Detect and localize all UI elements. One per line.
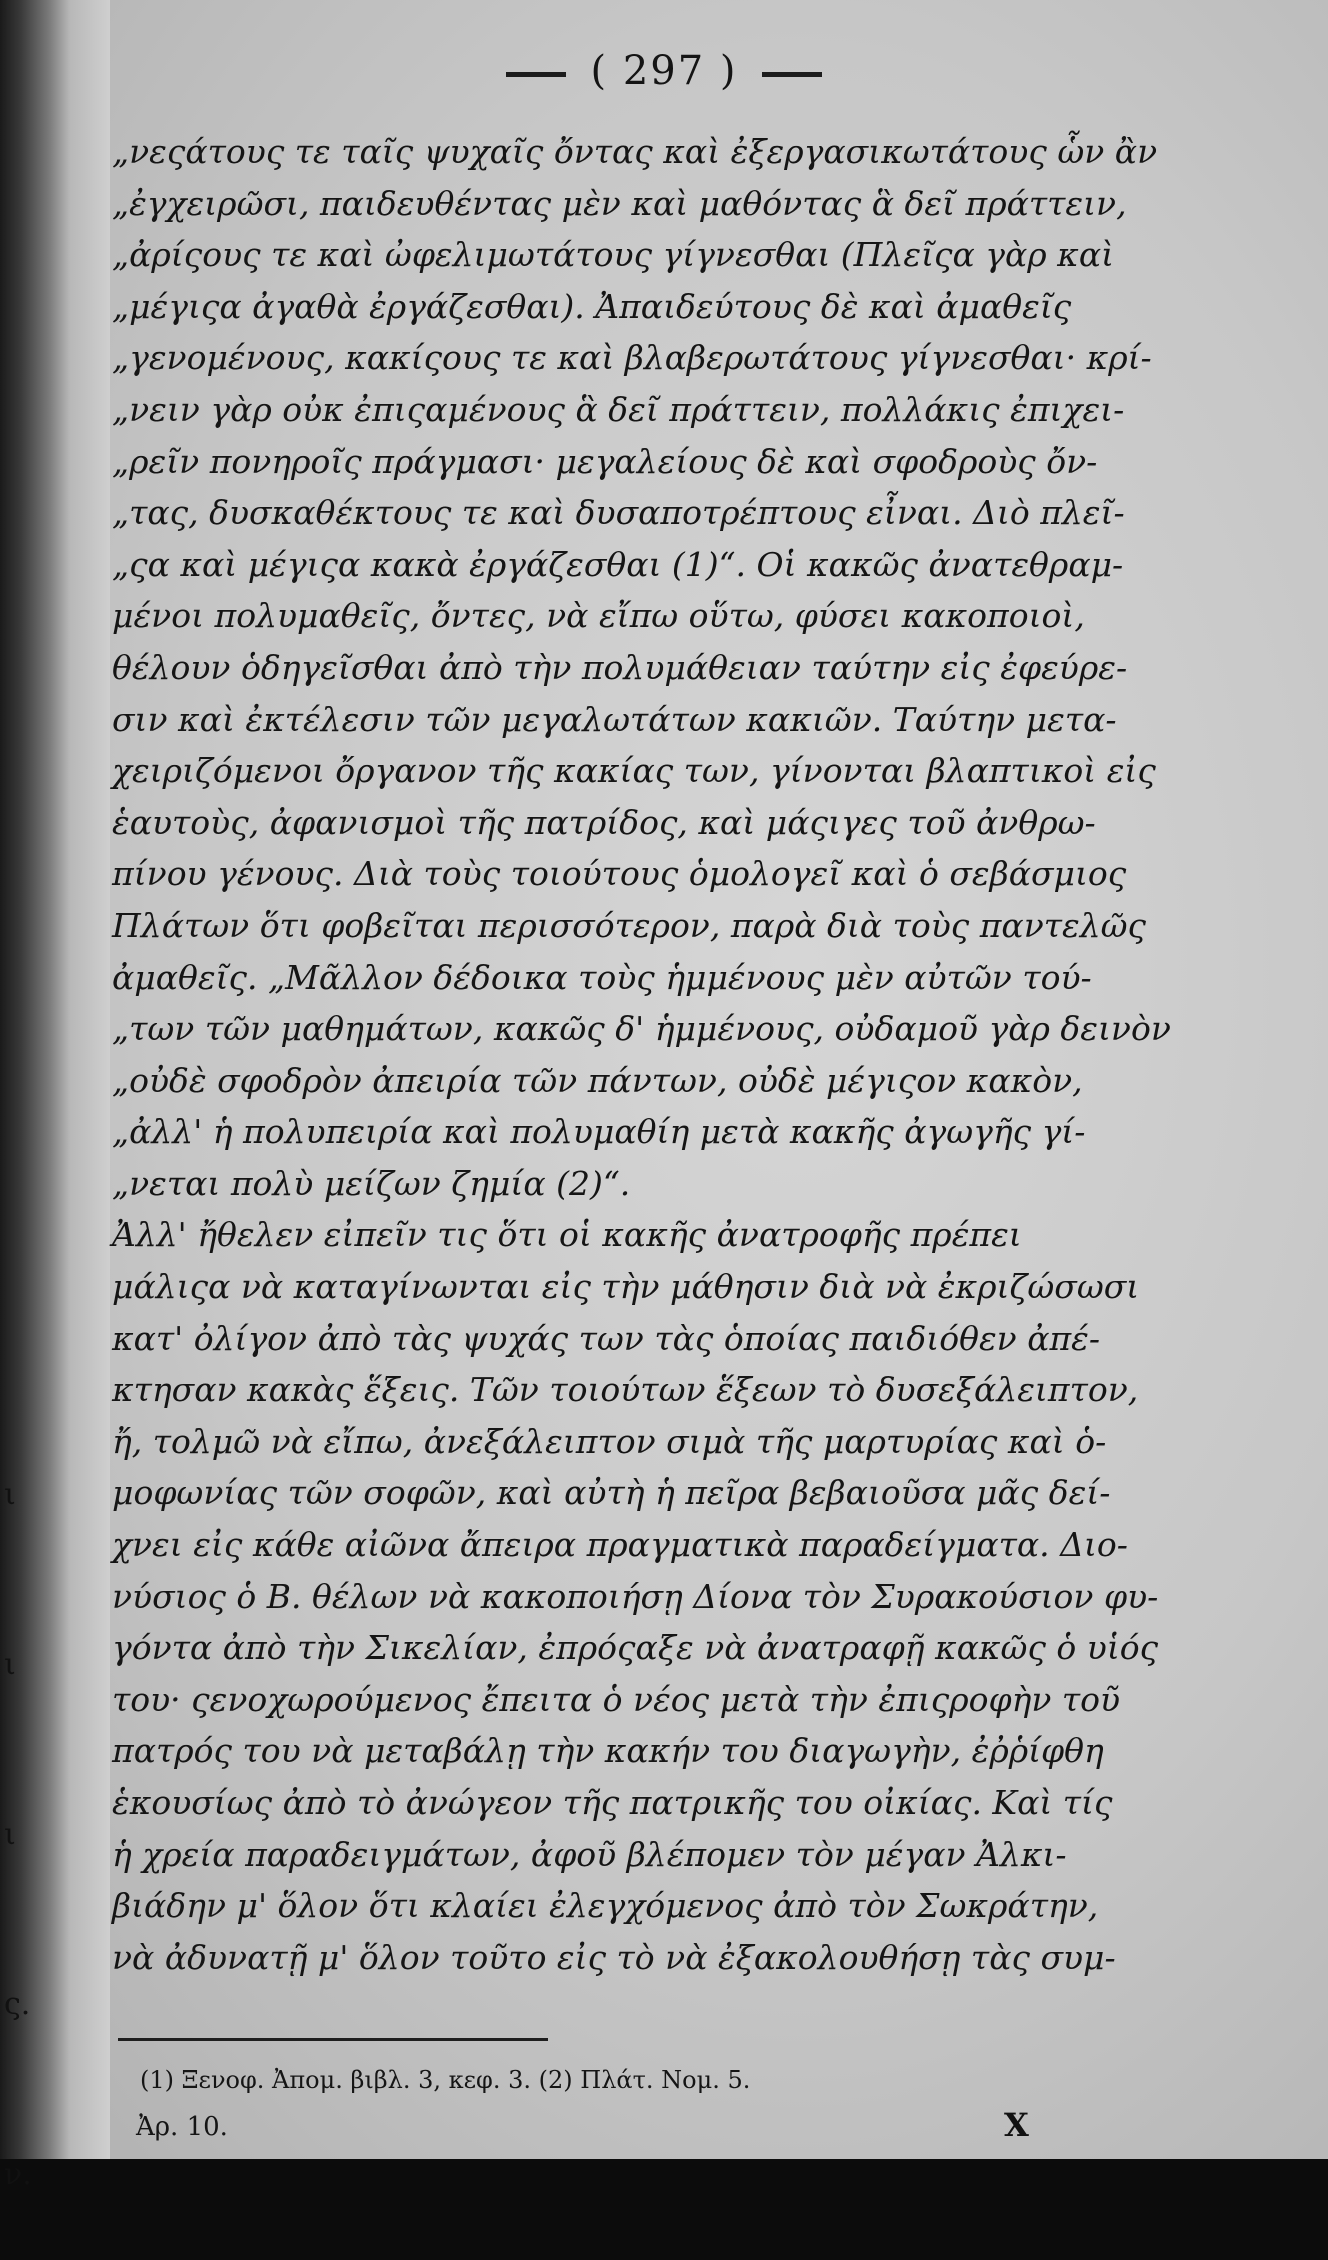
text-line: „ςα καὶ μέγιςα κακὰ ἐργάζεσθαι (1)“. Οἱ κακῶς ἀνατεθραμ-: [112, 544, 1124, 584]
text-line: Ἀλλ' ἤθελεν εἰπεῖν τις ὅτι οἱ κακῆς ἀνατροφῆς πρέπει: [112, 1215, 1022, 1255]
catchword-mark: X: [1004, 2106, 1029, 2144]
header-dash-right: [762, 72, 822, 77]
text-line: σιν καὶ ἐκτέλεσιν τῶν μεγαλωτάτων κακιῶν. Ταύτην μετα-: [112, 699, 1117, 739]
text-line: „οὐδὲ σφοδρὸν ἀπειρία τῶν πάντων, οὐδὲ μέγιςον κακὸν,: [112, 1060, 1083, 1100]
body-text: [112, 126, 1202, 1983]
text-line: νύσιος ὁ Β. θέλων νὰ κακοποιήσῃ Δίονα τὸν Συρακούσιον φυ-: [112, 1576, 1159, 1616]
text-line: χειριζόμενοι ὄργανον τῆς κακίας των, γίνονται βλαπτικοὶ εἰς: [112, 751, 1156, 791]
footnote-rule: [118, 2038, 548, 2041]
text-line: βιάδην μ' ὅλον ὅτι κλαίει ἐλεγχόμενος ἀπὸ τὸν Σωκράτην,: [112, 1886, 1099, 1926]
text-line: „γενομένους, κακίςους τε καὶ βλαβερωτάτους γίγνεσθαι· κρί-: [112, 338, 1152, 378]
text-line: „μέγιςα ἀγαθὰ ἐργάζεσθαι). Ἀπαιδεύτους δὲ καὶ ἀμαθεῖς: [112, 286, 1072, 326]
signature-mark: Ἀρ. 10.: [136, 2112, 228, 2142]
text-line: ἡ χρεία παραδειγμάτων, ἀφοῦ βλέπομεν τὸν μέγαν Ἀλκι-: [112, 1834, 1067, 1874]
text-line: ἤ, τολμῶ νὰ εἴπω, ἀνεξάλειπτον σιμὰ τῆς μαρτυρίας καὶ ὁ-: [112, 1421, 1107, 1461]
text-line: νὰ ἀδυνατῇ μ' ὅλον τοῦτο εἰς τὸ νὰ ἐξακολουθήσῃ τὰς συμ-: [112, 1937, 1116, 1977]
text-line: „ρεῖν πονηροῖς πράγμασι· μεγαλείους δὲ καὶ σφοδροὺς ὄν-: [112, 441, 1098, 481]
text-line: κατ' ὀλίγον ἀπὸ τὰς ψυχάς των τὰς ὁποίας παιδιόθεν ἀπέ-: [112, 1318, 1101, 1358]
text-line: „νεται πολὺ μείζων ζημία (2)“.: [112, 1163, 631, 1203]
page-fold-shadow: [70, 0, 110, 2159]
page-header: [0, 48, 1328, 94]
text-line: ἀμαθεῖς. „Μᾶλλον δέδοικα τοὺς ἡμμένους μὲν αὐτῶν τού-: [112, 957, 1092, 997]
text-line: „των τῶν μαθημάτων, κακῶς δ' ἡμμένους, οὐδαμοῦ γὰρ δεινὸν: [112, 1009, 1171, 1049]
margin-letter: ς.: [4, 1987, 31, 2022]
adjacent-page-margin: [4, 1410, 44, 2260]
footnote: (1) Ξενοφ. Ἀπομ. βιβλ. 3, κεφ. 3. (2) Πλάτ. Νομ. 5.: [140, 2066, 751, 2094]
text-line: „ἐγχειρῶσι, παιδευθέντας μὲν καὶ μαθόντας ἃ δεῖ πράττειν,: [112, 183, 1127, 223]
text-line: μάλιςα νὰ καταγίνωνται εἰς τὴν μάθησιν διὰ νὰ ἐκριζώσωσι: [112, 1267, 1140, 1307]
text-line: χνει εἰς κάθε αἰῶνα ἄπειρα πραγματικὰ παραδείγματα. Διο-: [112, 1525, 1128, 1565]
text-line: „νεςάτους τε ταῖς ψυχαῖς ὄντας καὶ ἐξεργασικωτάτους ὧν ἂν: [112, 132, 1158, 171]
text-line: πίνου γένους. Διὰ τοὺς τοιούτους ὁμολογεῖ καὶ ὁ σεβάσμιος: [112, 854, 1127, 894]
text-line: „τας, δυσκαθέκτους τε καὶ δυσαποτρέπτους εἶναι. Διὸ πλεῖ-: [112, 493, 1125, 533]
text-line: θέλουν ὁδηγεῖσθαι ἀπὸ τὴν πολυμάθειαν ταύτην εἰς ἐφεύρε-: [112, 647, 1128, 687]
margin-letter: ι: [4, 1817, 16, 1852]
text-line: „νειν γὰρ οὐκ ἐπιςαμένους ἃ δεῖ πράττειν, πολλάκις ἐπιχει-: [112, 389, 1125, 429]
text-line: „ἀρίςους τε καὶ ὠφελιμωτάτους γίγνεσθαι (Πλεῖςα γὰρ καὶ: [112, 235, 1115, 275]
text-line: πατρός του νὰ μεταβάλῃ τὴν κακήν του διαγωγὴν, ἐῤῥίφθη: [112, 1731, 1104, 1771]
header-dash-left: [506, 72, 566, 77]
text-line: „ἀλλ' ἡ πολυπειρία καὶ πολυμαθίη μετὰ κακῆς ἀγωγῆς γί-: [112, 1112, 1086, 1152]
text-line: κτησαν κακὰς ἕξεις. Τῶν τοιούτων ἕξεων τὸ δυσεξάλειπτον,: [112, 1370, 1139, 1410]
text-line: ἑκουσίως ἀπὸ τὸ ἀνώγεον τῆς πατρικῆς του οἰκίας. Καὶ τίς: [112, 1783, 1113, 1822]
text-line: μένοι πολυμαθεῖς, ὄντες, νὰ εἴπω οὕτω, φύσει κακοποιοὶ,: [112, 596, 1085, 636]
page-number: ( 297 ): [590, 48, 738, 94]
margin-letter: ι: [4, 1647, 16, 1682]
margin-letter: ι: [4, 1477, 16, 1512]
text-line: Πλάτων ὅτι φοβεῖται περισσότερον, παρὰ διὰ τοὺς παντελῶς: [112, 905, 1147, 945]
margin-letter: ν.: [4, 2157, 32, 2192]
text-line: μοφωνίας τῶν σοφῶν, καὶ αὐτὴ ἡ πεῖρα βεβαιοῦσα μᾶς δεί-: [112, 1473, 1111, 1513]
text-line: γόντα ἀπὸ τὴν Σικελίαν, ἐπρόςαξε νὰ ἀνατραφῇ κακῶς ὁ υἱός: [112, 1628, 1159, 1668]
text-line: του· ςενοχωρούμενος ἔπειτα ὁ νέος μετὰ τὴν ἐπιςροφὴν τοῦ: [112, 1679, 1121, 1719]
text-line: ἑαυτοὺς, ἀφανισμοὶ τῆς πατρίδος, καὶ μάςιγες τοῦ ἀνθρω-: [112, 802, 1096, 842]
